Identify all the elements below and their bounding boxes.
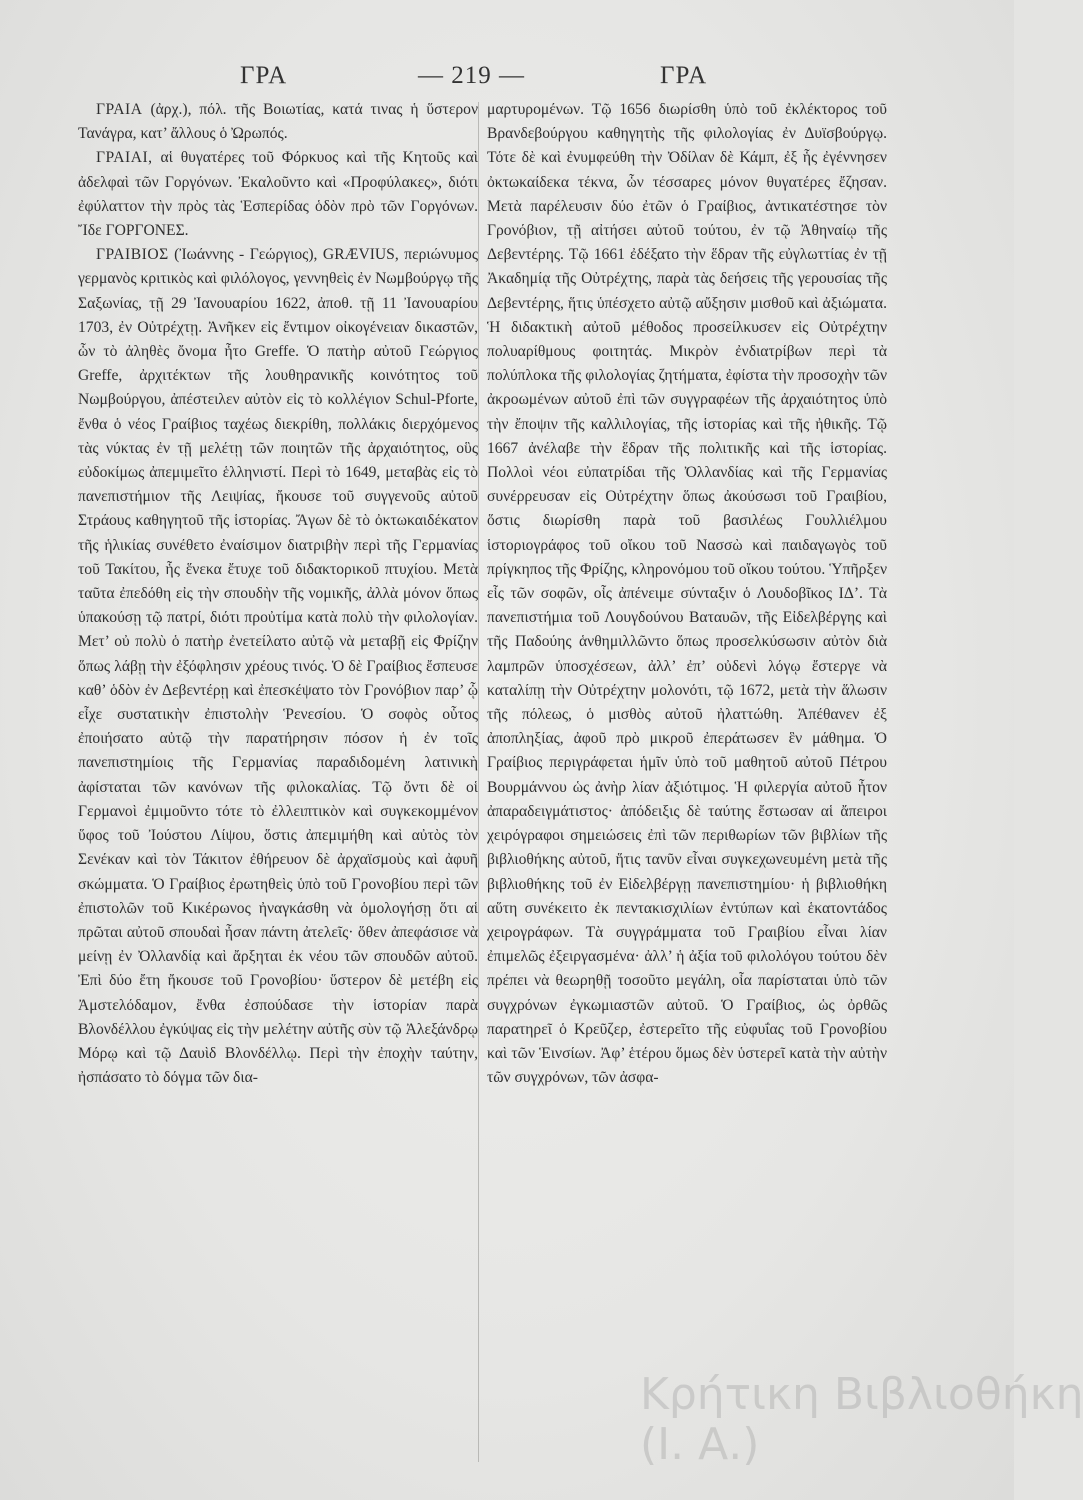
headword-graiai: ΓΡΑΙΑΙ, [96, 149, 153, 167]
page-number: — 219 — [418, 62, 525, 89]
running-head [0, 62, 1014, 98]
entry-graiai-body: αἱ θυγατέρες τοῦ Φόρκυος καὶ τῆς Κητοῦς καὶ ἀδελφαὶ τῶν Γοργόνων. Ἐκαλοῦντο καὶ «Προφύλακες», διότι ἐφύλαττον τὴν πρὸς τὰς Ἑσπερίδας ὁδὸν πρὸ τῶν Γοργόνων. Ἴδε ΓΟΡΓΟΝΕΣ. [78, 149, 478, 240]
entry-graivios [78, 243, 478, 1090]
running-head-right: ΓΡΑ [660, 62, 708, 89]
running-head-left: ΓΡΑ [240, 62, 288, 89]
left-column [78, 98, 478, 1468]
headword-graia: ΓΡΑΙΑ [96, 101, 143, 118]
watermark-line-2: (Ι. Α.) [640, 1419, 760, 1470]
column-divider [478, 102, 479, 1462]
entry-graivios-continued: μαρτυρομένων. Τῷ 1656 διωρίσθη ὑπὸ τοῦ ἐκλέκτορος τοῦ Βρανδεβούργου καθηγητὴς τῆς φιλολογίας ἐν Δυϊσβούργῳ. Τότε δὲ καὶ ἐνυμφεύθη τὴν Ὀδίλαν δὲ Κάμπ, ἐξ ἧς ἐγέννησεν ὀκτωκαίδεκα τέκνα, ὧν τέσσαρες μόνον θυγατέρες ἔζησαν. Μετὰ παρέλευσιν δύο ἐτῶν ὁ Γραίβιος, ἀντικατέστησε τὸν Γρονόβιον, τῇ αἰτήσει αὐτοῦ τούτου, ἐν τῷ Ἀθηναίῳ τῆς Δεβεντέρης. Τῷ 1661 ἐδέξατο τὴν ἕδραν τῆς εὐγλωττίας ἐν τῇ Ἀκαδημίᾳ τῆς Οὐτρέχτης, παρὰ τὰς δεήσεις τῆς γερουσίας τῆς Δεβεντέρης, ἥτις ὑπέσχετο αὐτῷ αὔξησιν μισθοῦ καὶ ἀξιώματα. Ἡ διδακτικὴ αὐτοῦ μέθοδος προσείλκυσεν εἰς Οὐτρέχτην πολυαρίθμους φοιτητάς. Μικρὸν ἐνδιατρίβων περὶ τὰ πολύπλοκα τῆς φιλολογίας ζητήματα, ἐφίστα τὴν προσοχὴν τῶν ἀκροωμένων αὐτοῦ ἐπὶ τῶν συγγραφέων τῆς ἀρχαιότητος ὑπὸ τὴν ἔποψιν τῆς καλλιλογίας, τῆς ἱστορίας καὶ τῆς ἠθικῆς. Τῷ 1667 ἀνέλαβε τὴν ἕδραν τῆς πολιτικῆς καὶ τῆς ἱστορίας. Πολλοὶ νέοι εὐπατρίδαι τῆς Ὀλλανδίας καὶ τῆς Γερμανίας συνέρρευσαν εἰς Οὐτρέχτην ὅπως ἀκούσωσι τοῦ Γραιβίου, ὅστις διωρίσθη παρὰ τοῦ βασιλέως Γουλλιέλμου ἱστοριογράφος τοῦ οἴκου τοῦ Νασσὼ καὶ παιδαγωγὸς τοῦ πρίγκηπος τῆς Φρίζης, κληρονόμου τοῦ οἴκου τούτου. Ὑπῆρξεν εἷς τῶν σοφῶν, οἷς ἀπένειμε σύνταξιν ὁ Λουδοβῖκος ΙΔ’. Τὰ πανεπιστήμια τοῦ Λουγδούνου Βαταυῶν, τῆς Εἰδελβέργης καὶ τῆς Παδούης ἁνθημιλλῶντο ὅπως προσελκύσωσιν αὐτὸν διὰ λαμπρῶν ὑποσχέσεων, ἀλλ’ ἐπ’ οὐδενὶ λόγῳ ἔστεργε νὰ καταλίπῃ τὴν Οὐτρέχτην μολονότι, τῷ 1672, μετὰ τὴν ἅλωσιν τῆς πόλεως, ὁ μισθὸς αὐτοῦ ἠλαττώθη. Ἀπέθανεν ἐξ ἀποπληξίας, ἀφοῦ πρὸ μικροῦ ἐπεράτωσεν ἓν μάθημα. Ὁ Γραίβιος περιγράφεται ἡμῖν ὑπὸ τοῦ μαθητοῦ αὐτοῦ Πέτρου Βουρμάννου ὡς ἀνὴρ λίαν ἀξιότιμος. Ἡ φιλεργία αὐτοῦ ἦτον ἀπαραδειγμάτιστος· ἀπόδειξις δὲ ταύτης ἔστωσαν αἱ ἄπειροι χειρόγραφοι σημειώσεις ἐπὶ τῶν περιθωρίων τῶν βιβλίων τῆς βιβλιοθήκης αὐτοῦ, ἥτις τανῦν εἶναι συγκεχωνευμένη μετὰ τῆς βιβλιοθήκης τοῦ ἐν Εἰδελβέργῃ πανεπιστημίου· ἡ βιβλιοθήκη αὕτη συνέκειτο ἐκ πεντακισχιλίων ἐντύπων καὶ ἑκατοντάδος χειρογράφων. Τὰ συγγράμματα τοῦ Γραιβίου εἶναι λίαν ἐπιμελῶς ἐξειργασμένα· ἀλλ’ ἡ ἀξία τοῦ φιλολόγου τούτου δὲν πρέπει νὰ θεωρηθῇ τοσοῦτο μεγάλη, οἷα παρίσταται ὑπὸ τῶν συγχρόνων ἐγκωμιαστῶν αὐτοῦ. Ὁ Γραίβιος, ὡς ὀρθῶς παρατηρεῖ ὁ Κρεῦζερ, ἐστερεῖτο τῆς εὐφυΐας τοῦ Γρονοβίου καὶ τῶν Ἑινσίων. Ἀφ’ ἑτέρου ὅμως δὲν ὑστερεῖ κατὰ τὴν αὐτὴν τῶν συγχρόνων, τῶν ἀσφα- [487, 101, 887, 1087]
entry-graia [78, 98, 478, 146]
right-column [487, 98, 887, 1468]
watermark-line-1: Κρήτικη Βιβλιοθήκη [640, 1369, 1083, 1420]
entry-graiai [78, 146, 478, 243]
headword-graivios: ΓΡΑΙΒΙΟΣ [96, 246, 169, 264]
entry-graia-body: (ἀρχ.), πόλ. τῆς Βοιωτίας, κατά τινας ἡ ὕστερον Τανάγρα, κατ’ ἄλλους ὁ Ὠρωπός. [78, 101, 478, 143]
entry-graivios-body: (Ἰωάννης - Γεώργιος), GRÆVIUS, περιώνυμος γερμανὸς κριτικὸς καὶ φιλόλογος, γεννηθεὶς ἐν Νωμβούργῳ τῆς Σαξωνίας, τῇ 29 Ἰανουαρίου 1622, ἀποθ. τῇ 11 Ἰανουαρίου 1703, ἐν Οὐτρέχτῃ. Ἀνῆκεν εἰς ἔντιμον οἰκογένειαν δικαστῶν, ὧν τὸ ἀληθὲς ὄνομα ἦτο Greffe. Ὁ πατὴρ αὐτοῦ Γεώργιος Greffe, ἀρχιτέκτων τῆς λουθηρανικῆς κοινότητος τοῦ Νωμβούργου, ἀπέστειλεν αὐτὸν εἰς τὸ κολλέγιον Schul-Pforte, ἔνθα ὁ νέος Γραίβιος ταχέως διεκρίθη, πολλάκις διερχόμενος τὰς νύκτας ἐν τῇ μελέτῃ τῶν ποιητῶν τῆς ἀρχαιότητος, οὓς εὐδοκίμως ἀπεμιμεῖτο ἑλληνιστί. Περὶ τὸ 1649, μεταβὰς εἰς τὸ πανεπιστήμιον τῆς Λειψίας, ἤκουσε τοῦ συγγενοῦς αὐτοῦ Στράους καθηγητοῦ τῆς ἱστορίας. Ἄγων δὲ τὸ ὀκτωκαιδέκατον τῆς ἡλικίας συνέθετο ἐναίσιμον διατριβὴν περὶ τῆς Γερμανίας τοῦ Τακίτου, ἧς ἕνεκα ἔτυχε τοῦ διδακτορικοῦ πτυχίου. Μετὰ ταῦτα ἐπεδόθη εἰς τὴν σπουδὴν τῆς νομικῆς, ἀλλὰ μόνον ὅπως ὑπακούσῃ τῷ πατρί, διότι προὐτίμα κατὰ πολὺ τὴν φιλολογίαν. Μετ’ οὐ πολὺ ὁ πατὴρ ἐνετείλατο αὐτῷ νὰ μεταβῇ εἰς Φρίζην ὅπως λάβῃ τὴν ἐξόφλησιν χρέους τινός. Ὁ δὲ Γραίβιος ἔσπευσε καθ’ ὁδὸν ἐν Δεβεντέρῃ καὶ ἐπεσκέψατο τὸν Γρονόβιον παρ’ ᾧ εἶχε συστατικὴν ἐπιστολὴν Ῥενεσίου. Ὁ σοφὸς οὗτος ἐποιήσατο αὐτῷ τὴν παρατήρησιν πόσον ἡ ἐν τοῖς πανεπιστημίοις τῆς Γερμανίας παραδιδομένη λατινικὴ ἀφίσταται τῶν κανόνων τῆς φιλοκαλίας. Τῷ ὄντι δὲ οἱ Γερμανοὶ ἐμιμοῦντο τότε τὸ ἐλλειπτικὸν καὶ συγκεκομμένον ὕφος τοῦ Ἰούστου Λίψου, ὅστις ἀπεμιμήθη καὶ αὐτὸς τὸν Σενέκαν καὶ τὸν Τάκιτον ἐθήρευον δὲ ἀρχαϊσμοὺς καὶ ἀφυῆ σκώμματα. Ὁ Γραίβιος ἐρωτηθεὶς ὑπὸ τοῦ Γρονοβίου περὶ τῶν ἐπιστολῶν τοῦ Κικέρωνος ἠναγκάσθη νὰ ὁμολογήσῃ ὅτι αἱ πρῶται αὐτοῦ σπουδαὶ ἦσαν πάντη ἀτελεῖς· ὅθεν ἀπεφάσισε νὰ μείνῃ ἐν Ὀλλανδίᾳ καὶ ἄρξηται ἐκ νέου τῶν σπουδῶν αὐτοῦ. Ἐπὶ δύο ἔτη ἤκουσε τοῦ Γρονοβίου· ὕστερον δὲ μετέβη εἰς Ἀμστελόδαμον, ἔνθα ἐσπούδασε τὴν ἱστορίαν παρὰ Βλονδέλλου ἐγκύψας εἰς τὴν μελέτην αὐτῆς σὺν τῷ Ἀλεξάνδρῳ Μόρῳ καὶ τῷ Δαυὶδ Βλονδέλλῳ. Περὶ τὴν ἐποχὴν ταύτην, ἠσπάσατο τὸ δόγμα τῶν δια- [78, 246, 478, 1087]
